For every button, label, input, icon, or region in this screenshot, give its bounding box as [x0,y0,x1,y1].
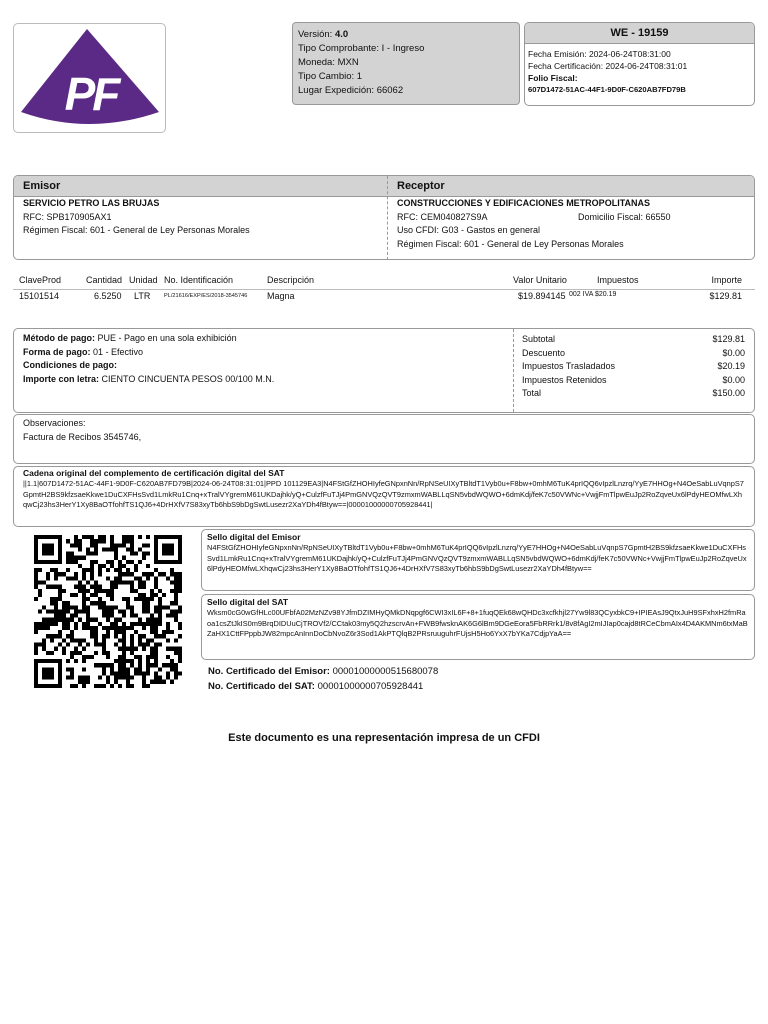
company-logo [13,23,166,133]
forma-pago: Forma de pago: 01 - Efectivo [23,346,144,357]
emisor-section [23,197,250,238]
payment-box [13,328,755,413]
lugar-expedicion: Lugar Expedición: 66062 [298,85,404,96]
col-impuestos: Impuestos [597,275,639,285]
sello-emisor-title: Sello digital del Emisor [207,532,301,542]
folio-title: WE - 19159 [525,23,754,44]
col-valor-unitario: Valor Unitario [513,275,567,285]
fecha-emision: Fecha Emisión: 2024-06-24T08:31:00 [528,49,671,59]
receptor-rfc: RFC: CEM040827S9A [397,211,488,222]
qr-code [34,535,182,688]
receptor-heading: Receptor [397,180,445,192]
folio-fiscal-label: Folio Fiscal: [528,73,578,83]
sello-sat-text: Wksm0cG0wGfHLc00UFbfA02MzNZv98YJfmDZIMHyQMkDNqpgf6CWI3xIL6F+8+1fuqQEk68wQHDc3xcfkhjl27Yw9l83QCyxbkC9+IPIEAsJ9QtxJuH9SFxhxH2fmRaoa1csZtJkIS0m9BrqDIDUuCjTROVf2/CCtak03my5Q2hzscrvAn+FWB9fwsknAK6G6lBm9DGeEora5FbRRrk1/8v8fAgI2mIJIap0cajd8tRCeCbmAIx4D4AKMNm6txMaBZaHX1CttFPppbJW82mpcAnInnDoCbNvoZ6r3Sod1AkPTQlqB2PRsruuguhrFUjsH5Ho6YxX7bYKa7CdjpYaA== [207,608,748,638]
emisor-rfc: RFC: SPB170905AX1 [23,211,112,222]
receptor-domicilio: Domicilio Fiscal: 66550 [578,211,671,222]
version-line: Versión: 4.0 [298,29,349,40]
sello-emisor-text: N4FStGfZHOHIyfeGNpxnNn/RpNSeUIXyTBltdT1Vyb0u+F8bw+0mhM6TuK4prIQQ6vIpzlLnzrq/YyE7HHOg+N4OeSabLuVqnpS7GpmtH2BS9kfzsaeKkwe1DuCXFHsSvd1LmkRu1Cnq+xTralVYgremM61UKDajhk/yQ+CulzfFuTJj4PmGNVQzQVT9zmxmWABLLqSN5vbdWQWO+6dmKdj/feK7c50VWNc+VwjjFmTlpwEuJp2RoZqveUx6lPdyHEOMfwLXhqwCj23hs3HerY1Xy8BaOTfohfTS1QJ6+4DrHXfV7S83xyTb6hbS9bDgSwtLusezr2XaYDh4fBtyw== [207,543,747,573]
items-header [13,275,755,290]
moneda: Moneda: MXN [298,57,359,68]
parties-divider [387,176,388,260]
receptor-rfc-line [397,211,752,225]
cfdi-info-box [292,22,520,105]
tipo-cambio: Tipo Cambio: 1 [298,71,363,82]
cell-importe: $129.81 [709,291,742,301]
parties-box [13,175,755,260]
total-row-retenidos: Impuestos Retenidos $0.00 [522,374,745,385]
total-row-trasladados: Impuestos Trasladados $20.19 [522,361,745,371]
cell-unidad: LTR [134,291,151,301]
cadena-text: ||1.1|607D1472-51AC-44F1-9D0F-C620AB7FD79B|2024-06-24T08:31:01|PPD 101129EA3|N4FStGfZHOHIyfeGNpxnNn/RpNSeUIXyTBltdT1Vyb0u+F8bw+0mhM6TuK4prIQQ6vIpzlLnzrq/YyE7HHOg+N4OeSabLuVqnpS7GpmtH2BS9kfzsaeKkwe1DuCXFHsSvd1LmkRu1Cnq+xTralVYgremM61UKDajhk/yQ+CulzfFuTJj4PmGNVQzQVT9zmxmWABLLqSN5vbdWQWO+6dmKdj/feK7c50VWNc+VwjjFmTlpwEuJp2RoZqveUx6lPdyHEOMfwLXhqwCj23hs3HerY1Xy8BaOTfohfTS1QJ6+4DrHXfV7S83xyTb6hbS9bDgSwtLusezr2XaYDh4fBtyw==|00001000000705928441| [23,479,744,509]
emisor-name: SERVICIO PETRO LAS BRUJAS [23,198,160,208]
total-row-subtotal: Subtotal $129.81 [522,334,745,344]
totals-section [522,333,745,401]
cell-claveprod: 15101514 [19,291,60,301]
certificado-emisor: No. Certificado del Emisor: 00001000000515680078 [208,666,439,677]
certificados [208,664,438,694]
sello-sat-box [201,594,755,660]
tipo-comprobante: Tipo Comprobante: I - Ingreso [298,43,425,54]
col-cantidad: Cantidad [86,275,123,285]
total-row-descuento: Descuento $0.00 [522,347,745,358]
col-descripcion: Descripción [267,275,315,285]
folio-box [524,22,755,106]
certificado-sat: No. Certificado del SAT: 00001000000705928441 [208,681,424,692]
emisor-heading: Emisor [23,180,61,192]
observaciones-box [13,414,755,464]
qr-code-icon [34,535,182,688]
svg-text:PF: PF [64,68,118,120]
table-row [13,291,755,305]
cell-descripcion: Magna [267,291,295,301]
col-no-identificacion: No. Identificación [164,275,234,285]
emisor-regimen: Régimen Fiscal: 601 - General de Ley Personas Morales [23,225,250,235]
cell-valor-unitario: $19.894145 [518,291,566,301]
total-row-total: Total $150.00 [522,388,745,398]
receptor-regimen: Régimen Fiscal: 601 - General de Ley Personas Morales [397,238,624,249]
payment-details [23,332,274,386]
fecha-certificacion: Fecha Certificación: 2024-06-24T08:31:01 [528,61,688,71]
metodo-pago: Método de pago: PUE - Pago en una sola exhibición [23,333,237,343]
receptor-name: CONSTRUCCIONES Y EDIFICACIONES METROPOLITANAS [397,198,651,208]
totals-divider [513,329,514,412]
observaciones-text: Factura de Recibos 3545746, [23,431,142,442]
cell-cantidad: 6.5250 [94,291,122,301]
receptor-uso: Uso CFDI: G03 - Gastos en general [397,225,541,235]
col-importe: Importe [711,275,742,285]
col-claveprod: ClaveProd [19,275,62,285]
importe-letra: Importe con letra: CIENTO CINCUENTA PESOS 00/100 M.N. [23,373,275,384]
cell-no-identificacion: PL/21616/EXP/ES/2018-3545746 [164,293,248,299]
cadena-title: Cadena original del complemento de certificación digital del SAT [23,468,285,478]
folio-fiscal-value: 607D1472-51AC-44F1-9D0F-C620AB7FD79B [528,85,686,94]
sello-sat-title: Sello digital del SAT [207,597,289,607]
condiciones-pago: Condiciones de pago: [23,360,118,370]
col-unidad: Unidad [129,275,158,285]
receptor-section [397,197,752,251]
observaciones-label: Observaciones: [23,418,86,428]
parties-header [14,176,754,197]
cadena-original-box [13,466,755,527]
cell-impuestos: 002 IVA $20.19 [569,291,617,298]
pf-logo-icon [14,24,165,132]
sello-emisor-box [201,529,755,591]
footer-note: Este documento es una representación impresa de un CFDI [228,732,540,744]
